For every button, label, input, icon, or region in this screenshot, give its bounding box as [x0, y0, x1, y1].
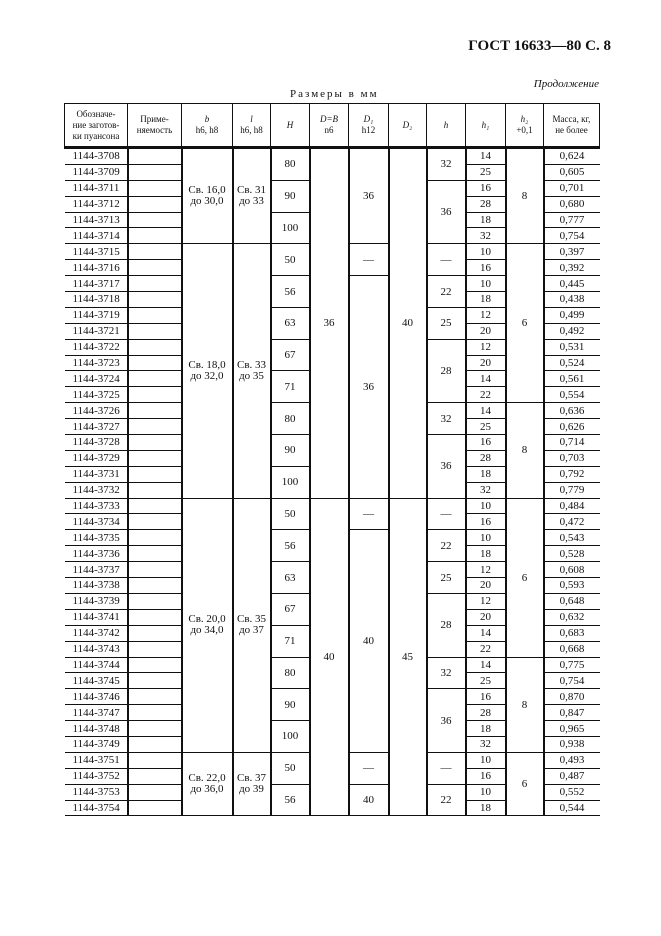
l-range-cell-text: до 37	[239, 624, 264, 637]
h1-cell: 28	[466, 196, 506, 212]
l-range-cell-text: до 39	[239, 783, 264, 796]
h1-cell: 16	[466, 180, 506, 196]
designation-cell: 1144-3728	[65, 435, 128, 451]
h1-cell: 10	[466, 530, 506, 546]
column-header-text: h₁	[481, 119, 490, 130]
designation-cell: 1144-3734	[65, 514, 128, 530]
b-range-cell	[182, 752, 233, 816]
mass-cell: 0,608	[544, 562, 600, 578]
h-cell: 28	[427, 339, 466, 403]
designation-cell: 1144-3724	[65, 371, 128, 387]
column-header-text: D₁	[363, 114, 374, 124]
h-cell: 32	[427, 148, 466, 181]
column-header-H	[271, 104, 310, 148]
column-header-text: ки пуансона	[72, 130, 120, 141]
l-range-cell-text: до 35	[239, 369, 264, 382]
applicability-cell	[128, 371, 182, 387]
designation-cell: 1144-3753	[65, 784, 128, 800]
applicability-cell	[128, 673, 182, 689]
continuation-label: Продолжение	[533, 78, 599, 90]
D1-cell: —	[349, 244, 389, 276]
b-range-cell-text: Св. 16,0	[188, 184, 226, 197]
h-cell: —	[427, 498, 466, 530]
mass-cell: 0,779	[544, 482, 600, 498]
h1-cell: 25	[466, 164, 506, 180]
applicability-cell	[128, 180, 182, 196]
H-cell: 56	[271, 530, 310, 562]
h1-cell: 16	[466, 514, 506, 530]
mass-cell: 0,484	[544, 498, 600, 514]
column-header-b	[182, 104, 233, 148]
h1-cell: 25	[466, 673, 506, 689]
applicability-cell	[128, 689, 182, 705]
column-header-h	[427, 104, 466, 148]
column-header-h2	[506, 104, 544, 148]
h1-cell: 18	[466, 212, 506, 228]
H-cell: 80	[271, 657, 310, 689]
h1-cell: 10	[466, 784, 506, 800]
h1-cell: 20	[466, 355, 506, 371]
h1-cell: 20	[466, 609, 506, 625]
l-range-cell	[233, 498, 271, 752]
applicability-cell	[128, 228, 182, 244]
mass-cell: 0,632	[544, 609, 600, 625]
designation-cell: 1144-3743	[65, 641, 128, 657]
designation-cell: 1144-3744	[65, 657, 128, 673]
designation-cell: 1144-3712	[65, 196, 128, 212]
designation-cell: 1144-3749	[65, 736, 128, 752]
h-cell: 32	[427, 403, 466, 435]
applicability-cell	[128, 450, 182, 466]
h1-cell: 14	[466, 625, 506, 641]
designation-cell: 1144-3754	[65, 800, 128, 816]
designation-cell: 1144-3738	[65, 578, 128, 594]
mass-cell: 0,445	[544, 276, 600, 292]
h1-cell: 22	[466, 387, 506, 403]
mass-cell: 0,531	[544, 339, 600, 355]
h1-cell: 10	[466, 498, 506, 514]
applicability-cell	[128, 212, 182, 228]
column-header-text: Приме-	[140, 114, 169, 124]
applicability-cell	[128, 546, 182, 562]
applicability-cell	[128, 768, 182, 784]
H-cell: 50	[271, 244, 310, 276]
applicability-cell	[128, 196, 182, 212]
applicability-cell	[128, 435, 182, 451]
dimensions-table	[64, 103, 600, 816]
h1-cell: 14	[466, 371, 506, 387]
designation-cell: 1144-3715	[65, 244, 128, 260]
h-cell: 28	[427, 593, 466, 657]
h-cell: —	[427, 752, 466, 784]
b-range-cell-text: до 32,0	[190, 369, 224, 382]
designation-cell: 1144-3726	[65, 403, 128, 419]
designation-cell: 1144-3747	[65, 705, 128, 721]
h1-cell: 28	[466, 450, 506, 466]
designation-cell: 1144-3742	[65, 625, 128, 641]
mass-cell: 0,680	[544, 196, 600, 212]
D1-cell: —	[349, 752, 389, 784]
h1-cell: 10	[466, 752, 506, 768]
mass-cell: 0,648	[544, 593, 600, 609]
designation-cell: 1144-3751	[65, 752, 128, 768]
applicability-cell	[128, 784, 182, 800]
applicability-cell	[128, 276, 182, 292]
column-header-text: n6	[324, 125, 334, 135]
applicability-cell	[128, 419, 182, 435]
mass-cell: 0,392	[544, 260, 600, 276]
mass-cell: 0,528	[544, 546, 600, 562]
units-caption: Размеры в мм	[290, 88, 379, 100]
mass-cell: 0,703	[544, 450, 600, 466]
applicability-cell	[128, 403, 182, 419]
h-cell: 32	[427, 657, 466, 689]
h1-cell: 16	[466, 768, 506, 784]
applicability-cell	[128, 482, 182, 498]
h1-cell: 14	[466, 403, 506, 419]
H-cell: 90	[271, 180, 310, 212]
designation-cell: 1144-3716	[65, 260, 128, 276]
applicability-cell	[128, 641, 182, 657]
H-cell: 50	[271, 498, 310, 530]
h-cell: 25	[427, 307, 466, 339]
applicability-cell	[128, 705, 182, 721]
designation-cell: 1144-3741	[65, 609, 128, 625]
H-cell: 100	[271, 466, 310, 498]
D1-cell: —	[349, 498, 389, 530]
designation-cell: 1144-3737	[65, 562, 128, 578]
D-B-cell: 36	[310, 148, 349, 499]
mass-cell: 0,965	[544, 721, 600, 737]
designation-cell: 1144-3713	[65, 212, 128, 228]
applicability-cell	[128, 307, 182, 323]
H-cell: 90	[271, 689, 310, 721]
applicability-cell	[128, 387, 182, 403]
h1-cell: 20	[466, 578, 506, 594]
b-range-cell-text: до 34,0	[190, 624, 224, 637]
h1-cell: 18	[466, 800, 506, 816]
document-title: ГОСТ 16633—80 С. 8	[468, 38, 611, 54]
applicability-cell	[128, 752, 182, 768]
designation-cell: 1144-3735	[65, 530, 128, 546]
column-header-text: l	[250, 114, 253, 124]
designation-cell: 1144-3725	[65, 387, 128, 403]
designation-cell: 1144-3711	[65, 180, 128, 196]
H-cell: 80	[271, 403, 310, 435]
D-B-cell: 40	[310, 498, 349, 816]
h2-cell: 6	[506, 498, 544, 657]
b-range-cell	[182, 148, 233, 244]
D1-cell: 36	[349, 276, 389, 498]
applicability-cell	[128, 323, 182, 339]
applicability-cell	[128, 514, 182, 530]
h1-cell: 32	[466, 736, 506, 752]
mass-cell: 0,938	[544, 736, 600, 752]
h1-cell: 12	[466, 593, 506, 609]
designation-cell: 1144-3731	[65, 466, 128, 482]
mass-cell: 0,493	[544, 752, 600, 768]
D2-cell: 40	[389, 148, 427, 499]
mass-cell: 0,543	[544, 530, 600, 546]
b-range-cell-text: Св. 18,0	[188, 358, 226, 371]
h1-cell: 16	[466, 435, 506, 451]
h1-cell: 12	[466, 562, 506, 578]
designation-cell: 1144-3717	[65, 276, 128, 292]
column-header-applicability	[128, 104, 182, 148]
h1-cell: 18	[466, 466, 506, 482]
H-cell: 63	[271, 307, 310, 339]
H-cell: 90	[271, 435, 310, 467]
h2-cell: 6	[506, 752, 544, 816]
column-header-text: b	[204, 114, 210, 124]
column-header-text: h₂	[520, 114, 529, 124]
mass-cell: 0,472	[544, 514, 600, 530]
designation-cell: 1144-3748	[65, 721, 128, 737]
mass-cell: 0,668	[544, 641, 600, 657]
b-range-cell-text: Св. 22,0	[188, 772, 226, 785]
H-cell: 67	[271, 593, 310, 625]
h1-cell: 16	[466, 689, 506, 705]
designation-cell: 1144-3732	[65, 482, 128, 498]
h1-cell: 12	[466, 307, 506, 323]
column-header-text: D=B	[319, 114, 339, 124]
designation-cell: 1144-3714	[65, 228, 128, 244]
table-header-row	[65, 104, 600, 148]
applicability-cell	[128, 339, 182, 355]
column-header-D-B	[310, 104, 349, 148]
h1-cell: 18	[466, 546, 506, 562]
h1-cell: 14	[466, 148, 506, 165]
mass-cell: 0,701	[544, 180, 600, 196]
designation-cell: 1144-3721	[65, 323, 128, 339]
h1-cell: 22	[466, 641, 506, 657]
H-cell: 50	[271, 752, 310, 784]
h-cell: 36	[427, 180, 466, 244]
H-cell: 80	[271, 148, 310, 181]
h-cell: 22	[427, 276, 466, 308]
table-row	[65, 498, 600, 514]
b-range-cell-text: до 36,0	[190, 783, 224, 796]
h1-cell: 20	[466, 323, 506, 339]
designation-cell: 1144-3709	[65, 164, 128, 180]
column-header-text: h12	[361, 125, 376, 135]
mass-cell: 0,624	[544, 148, 600, 165]
H-cell: 100	[271, 212, 310, 244]
mass-cell: 0,492	[544, 323, 600, 339]
applicability-cell	[128, 466, 182, 482]
l-range-cell	[233, 244, 271, 498]
designation-cell: 1144-3708	[65, 148, 128, 165]
mass-cell: 0,605	[544, 164, 600, 180]
l-range-cell-text: Св. 37	[236, 772, 267, 785]
applicability-cell	[128, 530, 182, 546]
designation-cell: 1144-3718	[65, 292, 128, 308]
mass-cell: 0,552	[544, 784, 600, 800]
mass-cell: 0,754	[544, 228, 600, 244]
h2-cell: 6	[506, 244, 544, 403]
h2-cell: 8	[506, 148, 544, 244]
h1-cell: 14	[466, 657, 506, 673]
column-header-text: h	[443, 119, 449, 130]
applicability-cell	[128, 148, 182, 165]
mass-cell: 0,870	[544, 689, 600, 705]
table-row	[65, 148, 600, 165]
applicability-cell	[128, 578, 182, 594]
H-cell: 71	[271, 371, 310, 403]
l-range-cell	[233, 148, 271, 244]
applicability-cell	[128, 562, 182, 578]
h1-cell: 18	[466, 292, 506, 308]
designation-cell: 1144-3745	[65, 673, 128, 689]
l-range-cell-text: Св. 33	[236, 358, 267, 371]
mass-cell: 0,714	[544, 435, 600, 451]
applicability-cell	[128, 657, 182, 673]
mass-cell: 0,636	[544, 403, 600, 419]
applicability-cell	[128, 244, 182, 260]
H-cell: 63	[271, 562, 310, 594]
applicability-cell	[128, 593, 182, 609]
column-header-text: Масса, кг,	[552, 114, 591, 124]
mass-cell: 0,524	[544, 355, 600, 371]
applicability-cell	[128, 625, 182, 641]
h1-cell: 32	[466, 482, 506, 498]
applicability-cell	[128, 736, 182, 752]
D1-cell: 40	[349, 784, 389, 816]
column-header-l	[233, 104, 271, 148]
h-cell: 36	[427, 435, 466, 499]
designation-cell: 1144-3722	[65, 339, 128, 355]
designation-cell: 1144-3727	[65, 419, 128, 435]
H-cell: 56	[271, 276, 310, 308]
column-header-text: H	[286, 119, 294, 130]
H-cell: 56	[271, 784, 310, 816]
designation-cell: 1144-3729	[65, 450, 128, 466]
mass-cell: 0,777	[544, 212, 600, 228]
b-range-cell	[182, 244, 233, 498]
column-header-text: +0,1	[516, 125, 533, 135]
column-header-text: h6, h8	[240, 125, 263, 135]
h-cell: 22	[427, 530, 466, 562]
applicability-cell	[128, 800, 182, 816]
designation-cell: 1144-3723	[65, 355, 128, 371]
b-range-cell-text: до 30,0	[190, 195, 224, 208]
D1-cell: 36	[349, 148, 389, 244]
h1-cell: 25	[466, 419, 506, 435]
column-header-D1	[349, 104, 389, 148]
D1-cell: 40	[349, 530, 389, 752]
H-cell: 100	[271, 721, 310, 753]
applicability-cell	[128, 498, 182, 514]
mass-cell: 0,847	[544, 705, 600, 721]
designation-cell: 1144-3746	[65, 689, 128, 705]
designation-cell: 1144-3739	[65, 593, 128, 609]
applicability-cell	[128, 164, 182, 180]
l-range-cell-text: Св. 31	[236, 184, 267, 197]
b-range-cell	[182, 498, 233, 752]
column-header-mass	[544, 104, 600, 148]
b-range-cell-text: Св. 20,0	[188, 613, 226, 626]
h1-cell: 10	[466, 244, 506, 260]
mass-cell: 0,487	[544, 768, 600, 784]
applicability-cell	[128, 609, 182, 625]
designation-cell: 1144-3733	[65, 498, 128, 514]
column-header-h1	[466, 104, 506, 148]
mass-cell: 0,626	[544, 419, 600, 435]
D2-cell: 45	[389, 498, 427, 816]
applicability-cell	[128, 355, 182, 371]
h1-cell: 32	[466, 228, 506, 244]
mass-cell: 0,775	[544, 657, 600, 673]
designation-cell: 1144-3719	[65, 307, 128, 323]
h-cell: —	[427, 244, 466, 276]
mass-cell: 0,792	[544, 466, 600, 482]
h1-cell: 12	[466, 339, 506, 355]
h2-cell: 8	[506, 657, 544, 752]
column-header-text: ние заготов-	[72, 119, 120, 130]
h1-cell: 28	[466, 705, 506, 721]
h1-cell: 18	[466, 721, 506, 737]
h1-cell: 16	[466, 260, 506, 276]
applicability-cell	[128, 292, 182, 308]
h-cell: 22	[427, 784, 466, 816]
H-cell: 71	[271, 625, 310, 657]
designation-cell: 1144-3752	[65, 768, 128, 784]
column-header-text: Обозначе-	[76, 108, 116, 119]
mass-cell: 0,544	[544, 800, 600, 816]
H-cell: 67	[271, 339, 310, 371]
designation-cell: 1144-3736	[65, 546, 128, 562]
mass-cell: 0,561	[544, 371, 600, 387]
h-cell: 36	[427, 689, 466, 753]
column-header-D2	[389, 104, 427, 148]
h-cell: 25	[427, 562, 466, 594]
column-header-designation	[65, 104, 128, 148]
mass-cell: 0,683	[544, 625, 600, 641]
mass-cell: 0,397	[544, 244, 600, 260]
column-header-text: не более	[555, 125, 588, 135]
mass-cell: 0,438	[544, 292, 600, 308]
h1-cell: 10	[466, 276, 506, 292]
l-range-cell	[233, 752, 271, 816]
mass-cell: 0,499	[544, 307, 600, 323]
column-header-text: няемость	[136, 125, 173, 135]
applicability-cell	[128, 260, 182, 276]
l-range-cell-text: до 33	[239, 195, 264, 208]
mass-cell: 0,593	[544, 578, 600, 594]
column-header-text: D₂	[402, 119, 413, 130]
l-range-cell-text: Св. 35	[236, 613, 267, 626]
mass-cell: 0,554	[544, 387, 600, 403]
applicability-cell	[128, 721, 182, 737]
mass-cell: 0,754	[544, 673, 600, 689]
column-header-text: h6, h8	[195, 125, 219, 135]
h2-cell: 8	[506, 403, 544, 498]
